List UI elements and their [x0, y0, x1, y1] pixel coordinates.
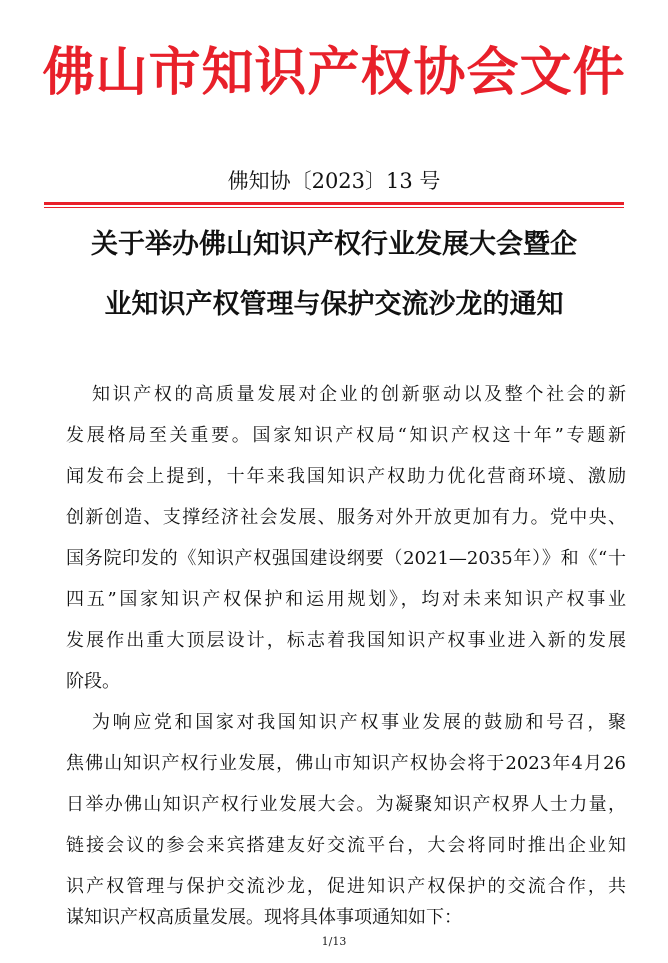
notice-title-line-2: 业知识产权管理与保护交流沙龙的通知: [104, 289, 564, 320]
body-line: 发展格局至关重要。国家知识产权局“知识产权这十年”专题新: [66, 425, 626, 446]
body-line: 四五”国家知识产权保护和运用规划》，均对未来知识产权事业: [66, 589, 626, 610]
document-number: 佛知协〔2023〕13 号: [227, 169, 441, 193]
body-line: 阶段。: [66, 671, 120, 692]
body-line: 发展作出重大顶层设计，标志着我国知识产权事业进入新的发展: [66, 630, 626, 651]
body-line: 谋知识产权高质量发展。现将具体事项通知如下：: [66, 907, 462, 928]
body-line: 闻发布会上提到，十年来我国知识产权助力优化营商环境、激励: [66, 466, 626, 487]
body-line: 日举办佛山知识产权行业发展大会。为凝聚知识产权界人士力量，: [66, 794, 626, 815]
issuing-organization-title: 佛山市知识产权协会文件: [42, 42, 626, 103]
body-line: 为响应党和国家对我国知识产权事业发展的鼓励和号召，聚: [92, 712, 626, 733]
red-header-rule-thin: [44, 207, 624, 208]
body-line: 链接会议的参会来宾搭建友好交流平台，大会将同时推出企业知: [66, 835, 626, 856]
body-line: 识产权管理与保护交流沙龙，促进知识产权保护的交流合作，共: [66, 876, 626, 897]
notice-title-line-1: 关于举办佛山知识产权行业发展大会暨企: [91, 229, 577, 260]
body-line: 知识产权的高质量发展对企业的创新驱动以及整个社会的新: [92, 384, 626, 405]
body-line: 焦佛山知识产权行业发展，佛山市知识产权协会将于2023年4月26: [66, 753, 626, 774]
body-line: 国务院印发的《知识产权强国建设纲要（2021—2035年）》和《“十: [66, 548, 626, 569]
body-line: 创新创造、支撑经济社会发展、服务对外开放更加有力。党中央、: [66, 507, 626, 528]
page-number: 1/13: [321, 935, 347, 948]
red-header-rule-thick: [44, 202, 624, 205]
